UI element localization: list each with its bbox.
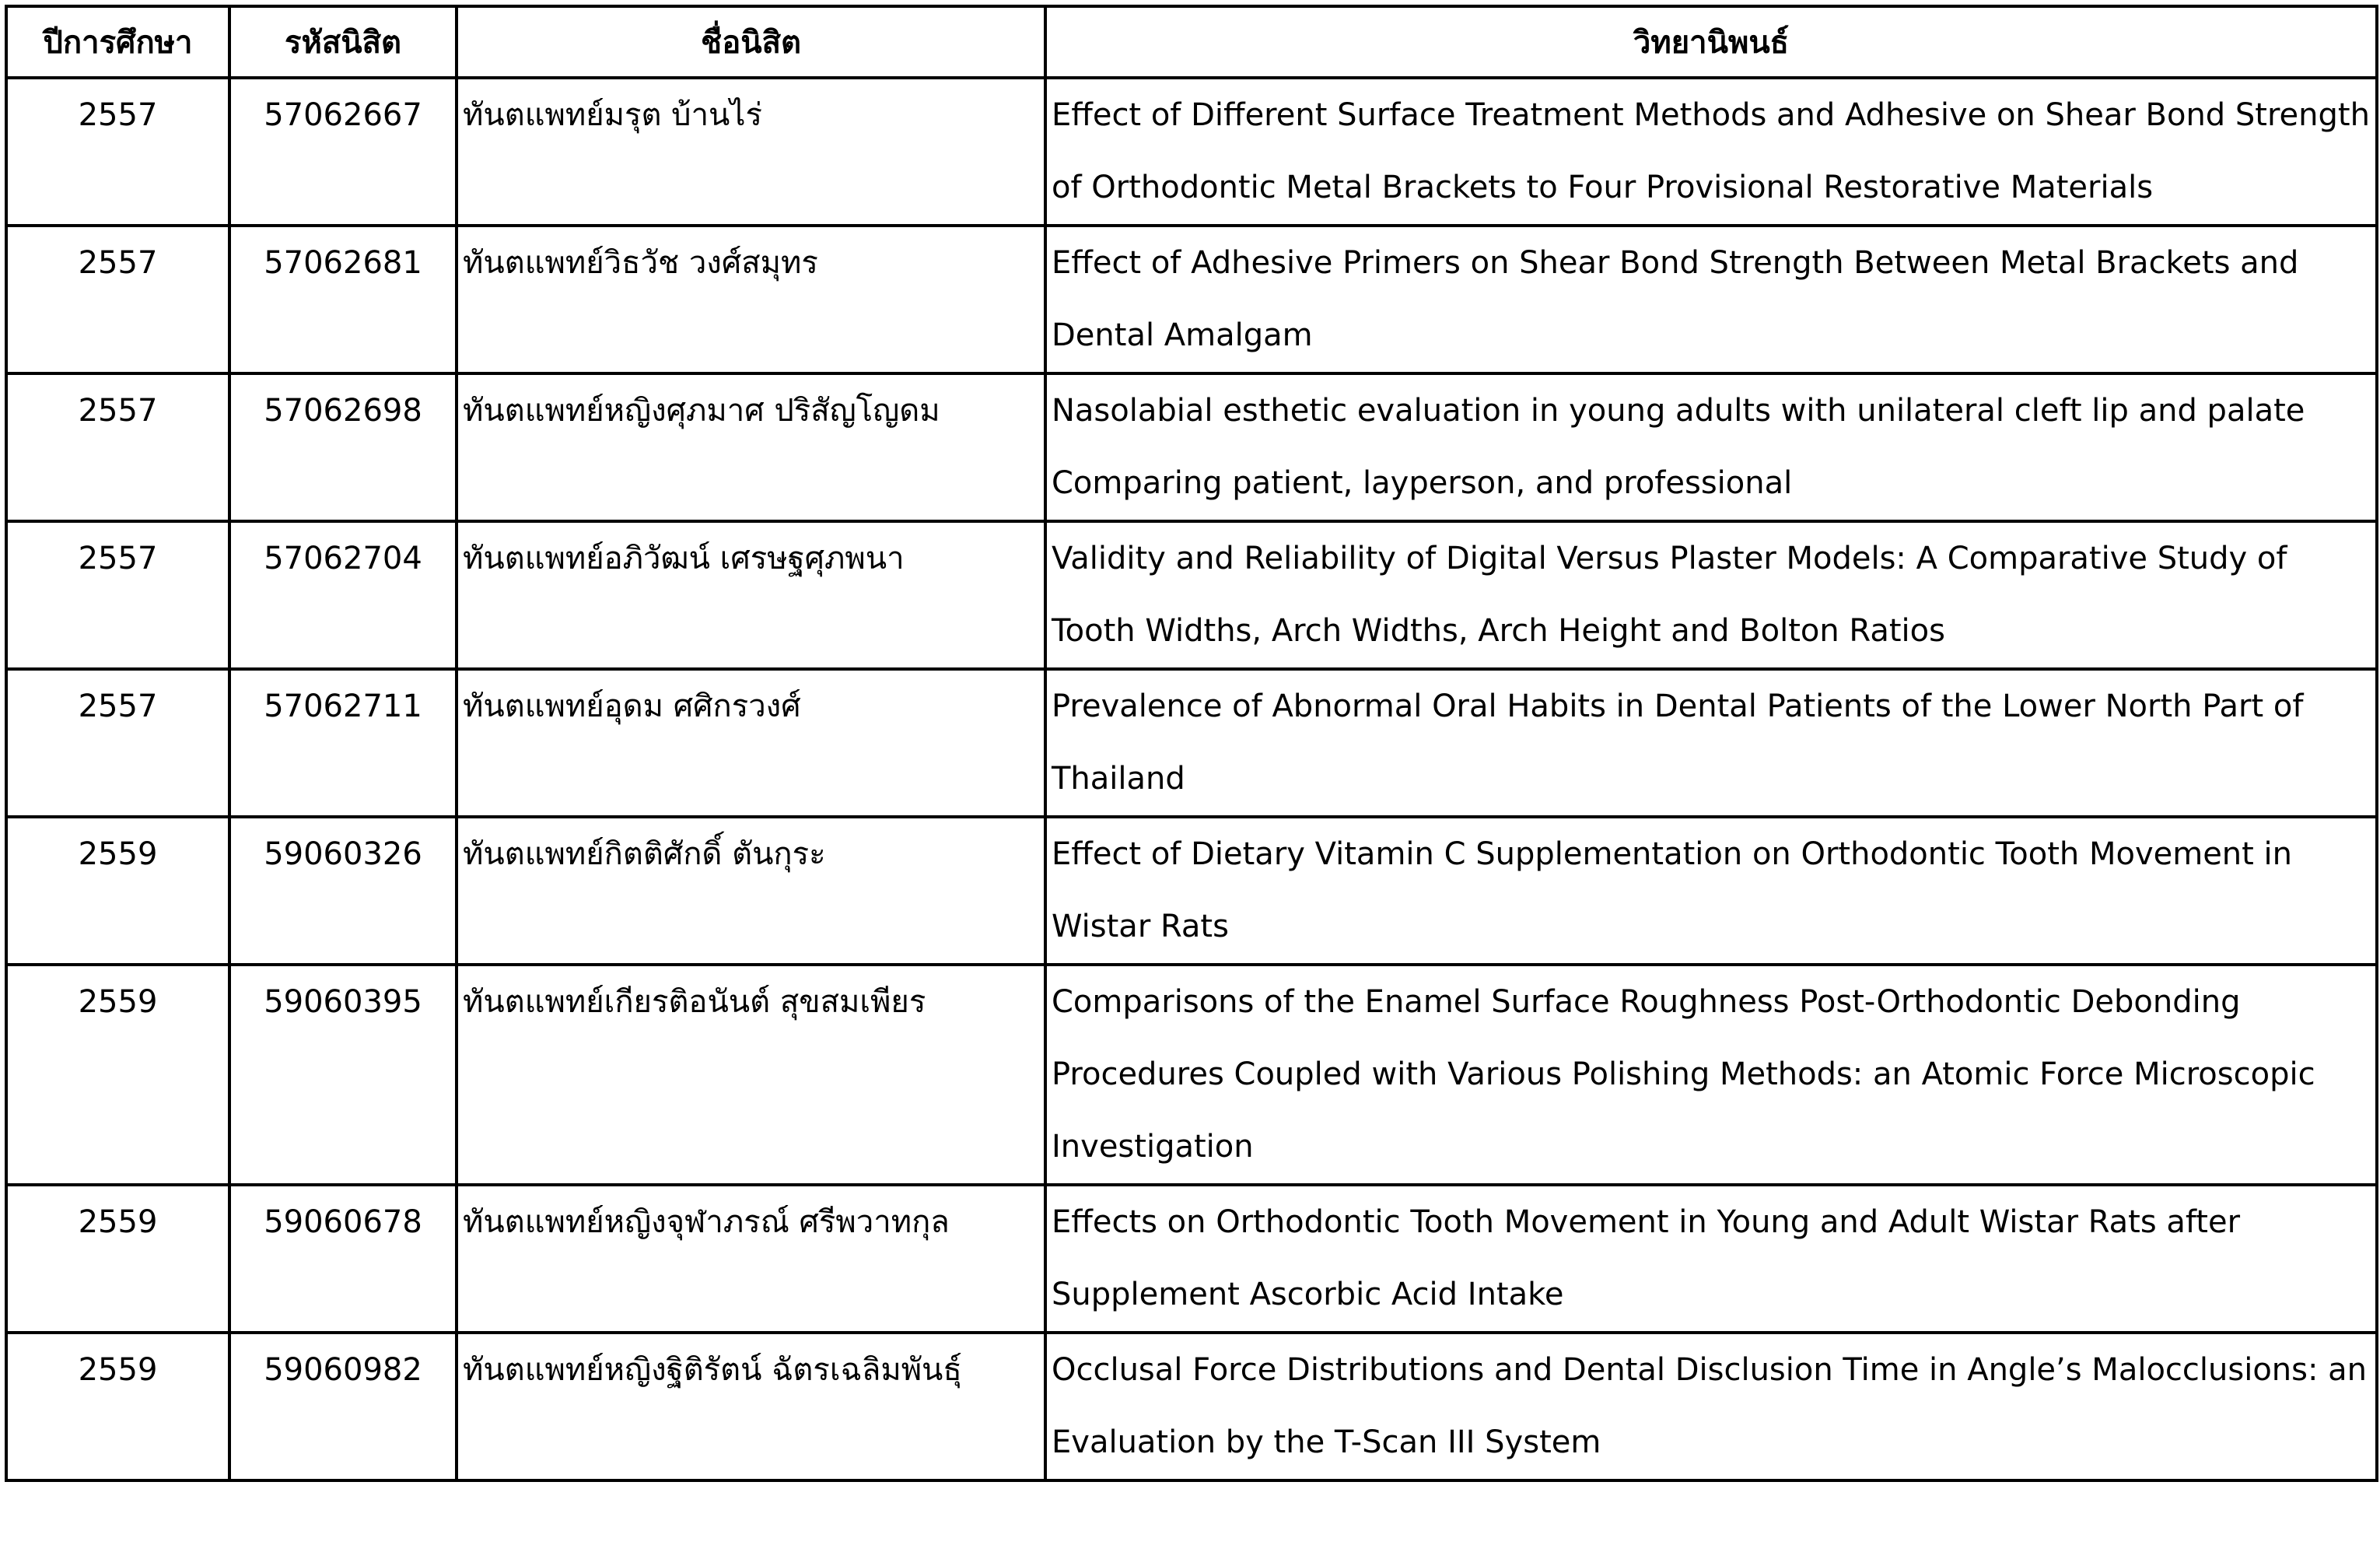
cell-name: ทันตแพทย์มรุต บ้านไร่ [457, 78, 1045, 226]
cell-thesis: Effect of Dietary Vitamin C Supplementation on Orthodontic Tooth Movement in Wistar Rats [1045, 817, 2377, 965]
cell-year: 2557 [6, 669, 229, 817]
cell-student-id: 57062698 [229, 373, 457, 521]
cell-name: ทันตแพทย์หญิงฐิติรัตน์ ฉัตรเฉลิมพันธุ์ [457, 1333, 1045, 1480]
header-name: ชื่อนิสิต [457, 6, 1045, 78]
cell-name: ทันตแพทย์อุดม ศศิกรวงศ์ [457, 669, 1045, 817]
cell-student-id: 57062711 [229, 669, 457, 817]
cell-thesis: Comparisons of the Enamel Surface Roughness Post-Orthodontic Debonding Procedures Coupled with Various Polishing Methods: an Atomic Force Microscopic Investigation [1045, 965, 2377, 1185]
cell-thesis: Effect of Different Surface Treatment Methods and Adhesive on Shear Bond Strength of Orthodontic Metal Brackets to Four Provisional Restorative Materials [1045, 78, 2377, 226]
thesis-table [5, 5, 2378, 1482]
cell-year: 2557 [6, 521, 229, 669]
cell-year: 2559 [6, 1333, 229, 1480]
cell-name: ทันตแพทย์หญิงศุภมาศ ปริสัญโญดม [457, 373, 1045, 521]
cell-student-id: 59060982 [229, 1333, 457, 1480]
table-row [6, 1333, 2377, 1480]
table-row [6, 226, 2377, 373]
cell-name: ทันตแพทย์อภิวัฒน์ เศรษฐศุภพนา [457, 521, 1045, 669]
cell-year: 2559 [6, 1185, 229, 1333]
cell-year: 2557 [6, 373, 229, 521]
cell-thesis: Nasolabial esthetic evaluation in young adults with unilateral cleft lip and palate Comparing patient, layperson, and professional [1045, 373, 2377, 521]
cell-name: ทันตแพทย์วิธวัช วงศ์สมุทร [457, 226, 1045, 373]
table-row [6, 817, 2377, 965]
cell-thesis: Effect of Adhesive Primers on Shear Bond Strength Between Metal Brackets and Dental Amalgam [1045, 226, 2377, 373]
cell-year: 2557 [6, 78, 229, 226]
table-row [6, 521, 2377, 669]
cell-name: ทันตแพทย์หญิงจุฬาภรณ์ ศรีพวาทกุล [457, 1185, 1045, 1333]
table-row [6, 373, 2377, 521]
header-year: ปีการศึกษา [6, 6, 229, 78]
cell-year: 2557 [6, 226, 229, 373]
table-row [6, 669, 2377, 817]
cell-thesis: Effects on Orthodontic Tooth Movement in Young and Adult Wistar Rats after Supplement Ascorbic Acid Intake [1045, 1185, 2377, 1333]
cell-student-id: 59060326 [229, 817, 457, 965]
cell-thesis: Prevalence of Abnormal Oral Habits in Dental Patients of the Lower North Part of Thailand [1045, 669, 2377, 817]
cell-thesis: Validity and Reliability of Digital Versus Plaster Models: A Comparative Study of Tooth Widths, Arch Widths, Arch Height and Bolton Ratios [1045, 521, 2377, 669]
cell-thesis: Occlusal Force Distributions and Dental Disclusion Time in Angle’s Malocclusions: an Evaluation by the T-Scan III System [1045, 1333, 2377, 1480]
cell-student-id: 57062704 [229, 521, 457, 669]
table-header-row [6, 6, 2377, 78]
cell-student-id: 57062667 [229, 78, 457, 226]
cell-year: 2559 [6, 965, 229, 1185]
table-row [6, 1185, 2377, 1333]
cell-year: 2559 [6, 817, 229, 965]
cell-name: ทันตแพทย์เกียรติอนันต์ สุขสมเพียร [457, 965, 1045, 1185]
cell-student-id: 59060395 [229, 965, 457, 1185]
cell-student-id: 57062681 [229, 226, 457, 373]
header-thesis: วิทยานิพนธ์ [1045, 6, 2377, 78]
header-student-id: รหัสนิสิต [229, 6, 457, 78]
cell-student-id: 59060678 [229, 1185, 457, 1333]
cell-name: ทันตแพทย์กิตติศักดิ์ ตันกุระ [457, 817, 1045, 965]
table-row [6, 78, 2377, 226]
table-row [6, 965, 2377, 1185]
